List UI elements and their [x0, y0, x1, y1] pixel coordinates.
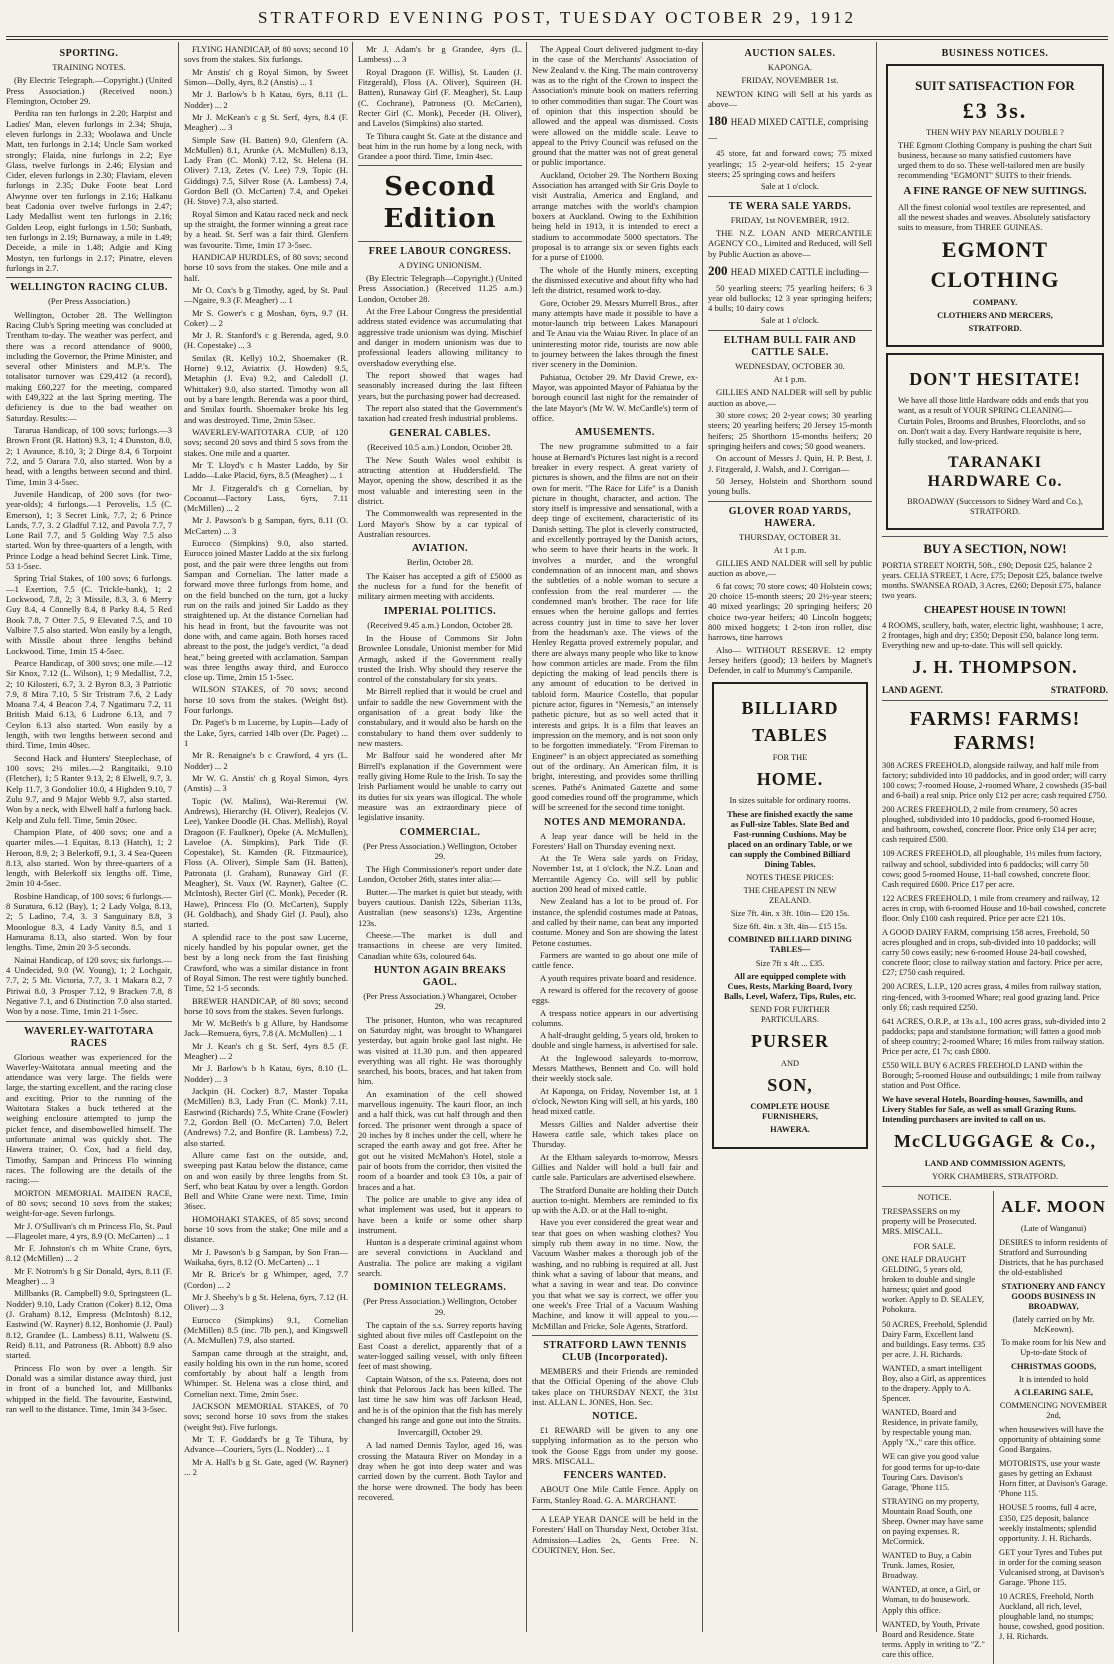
paragraph: Wellington, October 28. The Wellington Racing Club's Spring meeting was concluded at Trentham to-day. The weather was perfect, and there was a record attendance of 9000, including the Governor, the Prime Minister, and several other Ministers and M.P.'s. The totalisator turnover was £29,412 (a record), making £60,227 for the meeting, compared with £49,322 at the last Spring meeting. The deficiency is due to the bad weather on Saturday. Results:— [6, 309, 172, 423]
paragraph: Smilax (R. Kelly) 10.2, Shoemaker (R. Horne) 9.12, Aviatrix (J. Howden) 9.5, Metaphin (J. Eva) 9.2, and Caledoll (J. Whittaker) 9.0, also started. Timothy won all out by a bare length. Berenda was a poor third, and Smilax fourth. Shoemaker broke his leg and was destroyed. Time, 2min 53sec. [184, 352, 348, 425]
paragraph: Eurocco (Simpkins) 9.1, Cornelian (McMillen) 8.5 (inc. 7lb pen.), and Kingswell (A. McMullen) 7.9, also started. [184, 1314, 348, 1346]
advert-text: AND [780, 1058, 800, 1068]
paragraph: A splendid race to the post saw Lucerne, nicely handled by his popular owner, get the best by a long neck from the fast finishing Crawford, who was a similar distance in front of Royal Simon. The rest were tightly bunched. Time, 52 1-5 seconds. [184, 931, 348, 994]
advert-headline: FARMS! FARMS! FARMS! [909, 707, 1081, 754]
paragraph: New Zealand has a lot to be proud of. For instance, the splendid costumes made at Patoas, and called by their name, can beat any imported costume. Money and Son are showing the latest Petone costumes. [532, 896, 698, 948]
advert-price: £3 3s. [962, 97, 1028, 123]
paragraph: At the Inglewood saleyards to-morrow, Messrs Matthews, Bennett and Co. will hold their weekly stock sale. [532, 1052, 698, 1084]
paragraph: Juvenile Handicap, of 200 sovs (for two-year-olds); 4 furlongs.—1 Perovelis, 1.5 (C. Emerson), 1; 3 Secret Link, 7.7, 2; 6 Prince Lands, 7.7, 3. 2 Gladful 7.12, and Pavola 7.7, 7 Lone Rail 7.7, and 5 Golding Way 7.5 also started. Won by three-quarters of a length, with Prince Lodge a head behind Secret Link. Time, 53 1-5sec. [6, 488, 172, 572]
paragraph: Mr Anstis' ch g Royal Simon, by Sweet Simon—Dolly, 4yrs, 8.2 (Anstis) ... 1 [184, 66, 348, 87]
paragraph: Nainai Handicap, of 120 sovs; six furlongs.—4 Undecided, 9.0 (W. Young), 1; 2 Lochgair, 7.7, 2; 5 Mt. Victoria, 7.7, 3. 1 Makara 8.2, 7 Piriwai 8.0, 3 Prosper 7.12, 9 Bracken 7.8, 8 Negative 7.1, and 6 Distinction 7.0 also started. Won by a nose. Time, 1min 21 1-5sec. [6, 954, 173, 1017]
paragraph: WAVERLEY-WAITOTARA CUP, of 120 sovs; second 20 sovs and third 5 sovs from the stakes. One mile and a quarter. [184, 426, 348, 458]
paragraph: On account of Messrs J. Quin, H. P. Best, J. J. Fitzgerald, J. Walsh, and J. Corrigan— [708, 453, 872, 474]
alf-moon-advert [993, 1191, 1108, 1664]
advert-headline: BUY A SECTION, NOW! [923, 541, 1067, 557]
section-heading: DOMINION TELEGRAMS. [373, 1282, 507, 1294]
paragraph: Captain Watson, of the s.s. Pateena, does not think that Pelorous Jack has been killed. The last time he saw him was off Jackson Head, and he is of the opinion that the fish has merely changed his range and gone out into the Straits. [358, 1373, 522, 1425]
masthead: STRATFORD EVENING POST, TUESDAY OCTOBER 29, 1912 [257, 8, 856, 27]
advert-text: It is intended to hold [1018, 1374, 1089, 1384]
classified-notices [882, 1191, 987, 1664]
paragraph: Dr. Paget's b m Lucerne, by Lupin—Lady of the Lake, 5yrs, carried 14lb over (Dr. Paget) ... 1 [184, 717, 348, 748]
paragraph: Mr J. Fitzgerald's ch g Cornelian, by Cocoanut—Factory Lass, 6yrs, 7.11 (McMillen) ... 2 [184, 482, 348, 514]
section-subheading: (Received 10.5 a.m.) London, October 28. [367, 441, 513, 452]
paragraph: Mr J. Barlow's b h Katau, 6yrs, 8.11 (L. Nodder) ... 2 [184, 89, 348, 110]
paragraph: At the Free Labour Congress the presidential address stated evidence was accumulating that aggressive trade unionism was dying. Mischief and danger in modern unionism was due to professional leaders allowing militancy to overshadow everything else. [358, 306, 522, 368]
advert-text: We have several Hotels, Boarding-houses, Sawmills, and Livery Stables for Sale, as well as small Grazing Runs. Intending purchasers are invited to call on us. [882, 1095, 1083, 1125]
paragraph: Sampan came through at the straight, and, easily holding his own in the run home, scored comfortably by about half a length from Whimper. St. Helena was a close third, and Cornelian next. Time, 2min 5sec. [184, 1347, 348, 1399]
advert-text: 200 ACRES, L.I.P., 120 acres grass, 4 miles from railway station, ring-fenced, with 3-roomed Whare; real good grazing land. Price only £6; cash required £250. [882, 982, 1102, 1012]
paragraph: Pahiatua, October 29. Mr David Crewe, ex-Mayor, was appointed Mayor of Pahiatua by the borough council last night for the remainder of the late Mayor's (Mr W. W. McCardle's) term of office. [532, 371, 698, 423]
paragraph: Mr J. Pawson's b g Sampan, by Son Fran—Waikaha, 6yrs, 8.12 (O. McCarten) ... 1 [184, 1246, 348, 1267]
column-sporting [6, 44, 172, 1632]
dateline: FRIDAY, 1st NOVEMBER, 1912. [730, 214, 850, 225]
column-rule [702, 42, 703, 1632]
paragraph: £1 REWARD will be given to any one supplying information as to the person who took the Goose Eggs from under my goose. MRS. MISCALL. [532, 1425, 698, 1467]
column-rule [178, 42, 179, 1632]
notice-text: WANTED, Board and Residence, in private family, by respectable young man. Apply "X.," care this office. [882, 1408, 978, 1448]
paragraph: The report also stated that the Government's taxation had created fresh industrial problems. [358, 402, 522, 424]
advert-text: 308 ACRES FREEHOLD, alongside railway, and half mile from factory; subdivided into 10 paddocks, and in good order; will carry 100 cows; 7-roomed House, 2-roomed Whare, 2 cowsheds (35-bail and 6-bail) a real snip. Price only £12 per acre; cash required £750. [882, 760, 1108, 801]
paragraph: The police are unable to give any idea of what implement was used, but it appears to have been a knife or some other sharp instrument. [358, 1193, 522, 1235]
paragraph: The Appeal Court delivered judgment to-day in the case of the Merchants' Association of New Zealand v. the King. The main controversy was as to the right of the Crown to inspect the Association's minute book on matters referring to other commodities than sugar. The Court was of opinion that this inspection should be allowed and the appeal was dismissed. Costs were allowed on the middle scale. Leave to appeal to the Privy Council was refused on the ground that the matter was not of great general or public importance. [532, 44, 698, 168]
paragraph: Mr R. Brice's br g Whimper, aged, 7.7 (Cordon) ... 2 [184, 1269, 348, 1290]
sale-time: At 1 p.m. [773, 374, 807, 385]
advert-text: All are equipped complete with Cues, Rests, Marking Board, Ivory Balls, Level, Waferz, Tips, Rules, etc. [724, 971, 856, 1001]
section-heading: ELTHAM BULL FAIR AND CATTLE SALE. [723, 334, 857, 358]
paragraph: Also— WITHOUT RESERVE. 12 empty Jersey heifers (good); 13 heifers by Magnet's Defender, in calf to Mummy's Campanile. [708, 644, 872, 676]
advert-text: STATIONERY AND FANCY GOODS BUSINESS IN BROADWAY, [1001, 1281, 1106, 1312]
divider [882, 700, 1108, 701]
advertiser-name: EGMONT [941, 236, 1049, 262]
divider [358, 241, 522, 242]
paragraph: The Stratford Dunaite are holding their Dutch auction to-night. Members are reminded to fix up with the A.D. or at the Hall to-night. [532, 1184, 698, 1216]
sale-time: At 1 p.m. [773, 544, 807, 555]
section-heading: BUSINESS NOTICES. [941, 48, 1049, 59]
dateline: Invercargill, October 29. [397, 1427, 483, 1438]
divider [708, 330, 872, 331]
advertiser-name: CLOTHING [930, 267, 1060, 293]
paragraph: The captain of the s.s. Surrey reports having sighted about five miles off Castlepoint on the East Coast a derelict, apparently that of a water-logged sailing vessel, with only fifteen feet of mast showing. [358, 1320, 522, 1372]
notice-text: STRAYING on my property, Mountain Road South, one Sheep. Owner may have same on paying expenses. R. McCormick. [882, 1496, 984, 1547]
advert-text: CHRISTMAS GOODS, [1010, 1361, 1097, 1371]
paragraph: Cheese.—The market is dull and transactions in cheese are very limited. Canadian white 63s, coloured 64s. [358, 930, 522, 961]
paragraph: Mr F. Johnston's ch m White Crane, 6yrs, 8.12 (McMillen) ... 2 [6, 1243, 172, 1264]
paragraph: Mr T. Lloyd's c h Master Laddo, by Sir Laddo—Lake Placid, 6yrs, 8.5 (Meagher) ... 1 [184, 459, 348, 481]
notice-text: 50 ACRES, Freehold, Splendid Dairy Farm, Excellent land and buildings. Easy terms. £35 per acre. J. H. Richards. [882, 1319, 987, 1359]
paragraph: Mr S. Gower's c g Moshan, 6yrs, 9.7 (H. Coker) ... 2 [184, 307, 348, 328]
paragraph: Spring Trial Stakes, of 100 sovs; 6 furlongs.—1 Exertion, 7.5 (C. Trickle-bank), 1; 2 Lockwood, 7.8, 2; 3 Missile, 8.3, 3. 6 Merry Guy 8.4, 4 Connelly 8.4, 8 Parky 8.4, 5 Red Book 7.8, 7 Otter 7.5, 9 Elevated 7.5, and 10 Valbire 7.5 also started. Won easily by a length, with Missile about three lengths behind Lockwood. Time, 1min 15 4-5sec. [6, 573, 172, 656]
paragraph: MORTON MEMORIAL MAIDEN RACE, of 80 sovs; second 10 sovs from the stakes; weight-for-age. Seven furlongs. [6, 1187, 172, 1219]
paragraph: An examination of the cell showed marvellous ingenuity. The kauri floor, an inch and a half thick, was cut half through and then forced. The prisoner went through a space of 20 inches by 8 inches under the cell, where he scraped the earth away and got free. After he got out he visited McMahon's Hotel, stole a pair of boots from the corridor, then visited the room of a boarder and took £3 10s, a pair of braces and a hat. [358, 1088, 522, 1192]
paragraph: In the House of Commons Sir John Brownlee Lonsdale, Unionist member for Mid Armagh, asked if the Government really trusted the Irish. Why should they reserve the control of the constabulary for six years. [358, 632, 522, 685]
paragraph: Glorious weather was experienced for the Waverley-Waitotara annual meeting and the attendance was very large. The fields were large, the starting excellent, and the racing close and exciting. Prior to the running of the Waitotara Stakes a buck tethered at the weighing enclosure attempted to jump the picket fence, and disembowelled himself. The unfortunate animal was quickly shot. The Hawera trainer, O. Cox, had a field day, Timothy, Sampan and Princess Flo winning races. The following are the details of the racing:— [6, 1051, 172, 1186]
advert-text: STRATFORD. [1050, 685, 1108, 696]
divider [532, 1509, 698, 1510]
paragraph: Gore, October 29. Messrs Murrell Bros., after many attempts have made it possible to have a motor-launch trip between Lakes Manapouri and Te Anau via the Waiau River. In place of an uninteresting motor ride, tourists are now able to journey between the lakes through the finest river scenery in the Dominion. [532, 297, 698, 370]
section-subheading: (Per Press Association.) Wellington, October 29. [363, 840, 517, 861]
divider [882, 536, 1108, 537]
paragraph: The whole of the Huntly miners, excepting the dismissed executive and about fifty who had left the district, resumed work to-day. [532, 264, 698, 296]
advert-text: GET your Tyres and Tubes put in order for the coming season Vulcanised strong, at Davison's Garage. 'Phone 115. [999, 1547, 1105, 1587]
paragraph: BREWER HANDICAP, of 80 sovs; second horse 10 sovs from the stakes. Seven furlongs. [184, 995, 348, 1016]
lot-description: HEAD MIXED CATTLE, comprising— [708, 117, 869, 143]
notice-text: WE can give you good value for good terms for up-to-date Touring Cars. Davison's Garage, 'Phone 115. [882, 1452, 980, 1492]
section-heading: GENERAL CABLES. [389, 427, 491, 439]
advert-price: Size 7ft x 4ft ... £35. [755, 958, 825, 968]
section-subheading: A DYING UNIONISM. [398, 259, 482, 270]
paragraph: Simple Saw (H. Batten) 9.0, Glenfern (A. McMullen) 8.1, Arunke (A. McMullen) 8.13, Lady Fran (C. Monk) 7.12, St. Helena (H. Oliver) 7.13, Zetes (V. Lee) 7.9, Topic (H. Giddings) 7.5, Silver Rose (A. Lambess) 7.4, Gordon Bell (O. McCarten) 7.4, and Opekei (H. Stove) 7.3, also started. [184, 134, 348, 207]
section-heading: FREE LABOUR CONGRESS. [368, 245, 512, 257]
paragraph: The new programme submitted to a fair house at Bernard's Pictures last night is a record breaker in every respect. A great variety of pictures is shown, and the films are not on their own for merit. "The Race for Life" is a Danish picture in thought, character, and action. The story itself is impressive and sensational, with a deep tinge of excitement, characteristic of its Danish setting. The plot is cleverly constructed, and excellently portrayed by the Danish actors, who seem to have their hearts in the work. It involves a murder, and the wrongful condemnation of an innocent man, and shows the subtleties of a noble woman to secure a confession from the real murderer — the condemned man's brother. The race for life ensues when the heroine gallops and ferries across country just in time to save her lover from the headsman's axe. The views of the Henley Regatta proved extremely popular, and there are always many people who like to know how common articles are made. From the film depicting the making of lead pencils there is any amount of education to be derived in tabloid form. Maurice Costello, that popular picture actor, figures in "Nemesis," an intensely pathetic picture, but as so well acted that it interests and grips. It is a film that leaves an impression on the memory, and is not soon only to be forgotten immediately. "From Fireman to Engineer" is an object appreciated as something out of the ordinary. An American film, it is bright, interesting, and provides some thrilling scenes. Pathé's Animated Gazette and some good comedies round off the programme, which will be screened for the second time tonight. [532, 441, 698, 813]
paragraph: At the Eltham saleyards to-morrow, Messrs Gillies and Nalder will hold a bull fair and cattle sale. Particulars are advertised elsewhere. [532, 1151, 698, 1183]
divider [6, 1021, 172, 1022]
paragraph: (By Electric Telegraph.—Copyright.) (United Press Association.) (Received noon.) Flemington, October 29. [6, 75, 172, 106]
advert-text: LAND AGENT. [882, 685, 943, 696]
paragraph: Royal Simon and Katau raced neck and neck up the straight, the former winning a great race by a head. St. Serf was a fair third. Glenfern was favourite. Time, 1min 17 3-5sec. [184, 208, 348, 250]
advert-text: BROADWAY (Successors to Sidney Ward and Co.), STRATFORD. [907, 497, 1083, 517]
paragraph: Te Tihura caught St. Gate at the distance and beat him in the run home by a long neck, with Grandee a poor third. Time, 1min 4sec. [358, 130, 522, 162]
advert-text: THE CHEAPEST IN NEW ZEALAND. [743, 886, 837, 906]
stock-list: 30 store cows; 20 2-year cows; 30 yearling steers; 20 yearling heifers; 20 Jersey 15-month heifers; 25 Shorthorn 15-months heifers; 20 springing heifers and cows; 50 good weaners. [708, 410, 872, 451]
section-heading: NOTES AND MEMORANDA. [544, 816, 686, 828]
paragraph: A LEAP YEAR DANCE will be held in the Foresters' Hall on Thursday Next, October 31st. Admission—Ladies 2s, Gents Free. N. COURTNEY, Hon. Sec. [532, 1514, 698, 1555]
divider [358, 165, 522, 166]
advert-price: Size 7ft. 4in. x 3ft. 10in— £20 15s. [730, 909, 850, 919]
paragraph: Mr Birrell replied that it would be cruel and unfair to saddle the new Government with the organisation of a great body like the constabulary, and it would also be harsh on the constabulary to hand them over suddenly to new masters. [358, 686, 522, 748]
paragraph: Mr J. Adam's br g Grandee, 4yrs (L. Lambess) ... 3 [358, 44, 522, 65]
advert-text: 4 ROOMS, scullery, bath, water, electric light, washhouse; 1 acre, 2 frontages, high and dry; £350; Deposit £50, balance long term. Everything new and up-to-date. This will sell quickly. [882, 621, 1104, 651]
section-heading: AVIATION. [411, 543, 469, 555]
advert-text: COMBINED BILLIARD DINING TABLES— [728, 935, 852, 955]
advert-title: BILLIARD [741, 697, 839, 718]
section-heading: COMMERCIAL. [399, 826, 481, 838]
advert-text: A CLEARING SALE, [1014, 1387, 1093, 1397]
column-auction-sales [708, 44, 872, 1632]
section-subheading: (Per Press Association.) [48, 296, 130, 307]
dateline: WEDNESDAY, OCTOBER 30. [735, 360, 845, 371]
lot-count [708, 263, 872, 279]
divider [532, 1335, 698, 1336]
paragraph: JACKSON MEMORIAL STAKES, of 70 sovs; second horse 10 sovs from the stakes (weight 9st). Five furlongs. [184, 1401, 348, 1432]
paragraph: Millbanks (R. Campbell) 9.0, Springsteen (L. Nodder) 9.10, Lady Cratton (Coker) 8.12, Oma (J. Graham) 8.12, Empress (McIntosh) 8.12, Eastwind (W. Rayner) 8.12, Bonhomie (J. Paul) 8.12, Grandee (L. Lambess) 8.11, Walwetu (S. Reid) 8.11, and Patroness (R. Abbott) 8.9 also started. [6, 1288, 172, 1361]
lot-number: 180 [708, 113, 728, 129]
advert-text: when housewives will have the opportunity of obtaining some Good Bargains. [999, 1424, 1104, 1455]
notice-text: ONE HALF DRAUGHT GELDING, 5 years old, broken to double and single harness; quiet and good worker. Apply to D. SEALEY, Pohokura. [882, 1255, 984, 1315]
lot-count [708, 113, 872, 144]
section-heading: WAVERLEY-WAITOTARA RACES [24, 1025, 154, 1049]
notice-text: WANTED, a smart intelligent Boy, also a Girl, as apprentices to the drapery. Apply to A. Spencer. [882, 1363, 986, 1404]
section-heading: WELLINGTON RACING CLUB. [10, 282, 168, 294]
paragraph: Topic (W. Malins), Wai-Reremui (W. Andrews), Hierarchy (H. Oliver), Realejos (V. Lee), Yankee Doodle (H. Chas. Mellish), Royal Dragoon (F. Faulkner), Opeke (A. McMullen), Laveloe (A. Simpkins), Park Tide (F. Copestake), St. Kamden (R. Fitzmaurice), Floss (A. Oliver), Simple Sam (H. Batten), Patronata (J. Graham), Runaway Girl (F. Meagher), St. Vaux (W. Rayner), Galtee (C. McIntosh), Recter Girl (C. Monk), Peceder (R. Hawe), Princess Flo (O. McCarten), Supply (H. Goldbach), and Shady Girl (J. Paul), also started. [184, 795, 348, 930]
paragraph: GILLIES AND NALDER will sell by public auction as above,— [708, 558, 872, 579]
advert-text: THEN WHY PAY NEARLY DOUBLE ? [926, 127, 1064, 137]
notice-heading: NOTICE. [917, 1192, 952, 1203]
column-news [358, 44, 522, 1632]
advert-text: STRATFORD. [968, 323, 1022, 333]
paragraph: WILSON STAKES, of 70 sovs; second horse 10 sovs from the stakes. (Weight 8st). Four furlongs. [184, 684, 348, 716]
paragraph: Farmers are wanted to go about one mile of cattle fence. [532, 949, 698, 971]
advert-text: HAWERA. [770, 1125, 810, 1135]
sale-time: Sale at 1 o'clock. [760, 181, 820, 192]
advert-text: All the finest colonial wool textiles are represented, and all the newest shades and weaves. Absolutely satisfactory suits to measure, from THREE GUINEAS. [898, 202, 1091, 232]
column-rule [352, 42, 353, 1632]
paragraph: MEMBERS and their Friends are reminded that the Official Opening of the above Club takes place on THURSDAY NEXT, the 31st inst. ALLAN L. JONES, Hon. Sec. [532, 1365, 698, 1407]
divider [708, 501, 872, 502]
advertiser-name: ALF. MOON [1001, 1197, 1106, 1217]
paragraph: A trespass notice appears in our advertising columns. [532, 1007, 698, 1028]
advert-price: Size 6ft. 4in. x 3ft. 4in— £15 15s. [732, 922, 848, 932]
advert-text: PORTIA STREET NORTH, 50ft., £90; Deposit £25, balance 2 years. CELIA STREET, 1 Acre, £75; Deposit £25, balance twelve months. SWANSEA ROAD, 3 Acres, £260; Deposit £75, balance two years. [882, 560, 1103, 601]
dateline: FRIDAY, NOVEMBER 1st. [741, 75, 839, 86]
paragraph: The Kaiser has accepted a gift of £5000 as the nucleus for a fund for the benefit of military airmen meeting with accidents. [358, 570, 522, 602]
section-heading: IMPERIAL POLITICS. [383, 605, 497, 617]
paragraph: Mr W. McBeth's b g Allure, by Handsome Jack—Remuera, 6yrs, 7.8 (A. McMullen) ... 1 [184, 1018, 348, 1039]
paragraph: At Kaponga, on Friday, November 1st, at 1 o'clock, Newton King will sell, at his yards, 180 head mixed cattle. [532, 1085, 698, 1117]
paragraph: Champion Plate, of 400 sovs; one and a quarter miles.—1 Equitas, 8.13 (Hatch), 1; 2 Heroon, 8.9, 2; 3 Belerkoff, 9.1, 3. 4 Sea-Queen 8.13, also started. Won by three-quarters of a length, with Belerkoff six lengths off. Time, 2min 10 4-5sec. [6, 826, 172, 889]
paragraph: FLYING HANDICAP, of 80 sovs; second 10 sovs from the stakes. Six furlongs. [184, 44, 348, 65]
paragraph: HOMOHAKI STAKES, of 85 sovs; second horse 10 sovs from the stake; One mile and a distance. [184, 1213, 348, 1245]
advert-text: LAND AND COMMISSION AGENTS, [924, 1159, 1066, 1169]
advertiser-name: TARANAKI HARDWARE Co. [927, 453, 1063, 490]
column-rule [526, 42, 527, 1632]
advertiser-name: McCLUGGAGE & Co., [894, 1131, 1096, 1152]
advert-headline: SUIT SATISFACTION FOR [915, 78, 1075, 93]
paragraph: A youth requires private board and residence. [540, 972, 697, 983]
paragraph: At the Te Wera sale yards on Friday, November 1st, at 1 o'clock, the N.Z. Loan and Mercantile Agency Co. will sell by public auction 200 head of mixed cattle. [532, 853, 698, 895]
paragraph: ABOUT One Mile Cattle Fence. Apply on Farm, Stanley Road. G. A. MARCHANT. [532, 1484, 698, 1505]
section-subheading: (Per Press Association.) Wellington, October 29. [363, 1296, 517, 1317]
advertiser-name: SON, [767, 1074, 813, 1095]
paragraph: Mr O. Cox's b g Timothy, aged, by St. Paul—Ngaire, 9.3 (F. Meagher) ... 1 [184, 284, 348, 306]
advertiser-name: J. H. THOMPSON. [912, 657, 1078, 678]
paragraph: Jackpin (H. Cocker) 8.7, Master Topaka (McMillen) 8.3, Lady Fran (C. Monk) 7.11, Eastwind (Richards) 7.5, White Crane (Fowler) 7.2, Gordon Bell (O. McCarten) 7.0, Belert (Andrews) 7.2, and Bonfire (R. Lambess) 7.2, also started. [184, 1086, 348, 1148]
section-heading: FENCERS WANTED. [563, 1470, 667, 1482]
notice-text: WANTED, at once, a Girl, or Woman, to do housework. Apply this office. [882, 1585, 981, 1615]
notices-split [882, 1191, 1108, 1664]
section-subheading: TRAINING NOTES. [52, 62, 126, 72]
advert-text: MOTORISTS, use your waste gases by getting an Exhaust Horn fitter, at Davison's Garage. 'Phone 115. [999, 1459, 1108, 1499]
paragraph: A reward is offered for the recovery of goose eggs. [532, 984, 698, 1006]
section-subheading: (Received 9.45 a.m.) London, October 28. [367, 619, 513, 630]
advert-footer [882, 685, 1108, 696]
section-heading: NOTICE. [592, 1411, 638, 1423]
advert-text: 200 ACRES FREEHOLD, 2 mile from creamery, 50 acres ploughed, subdivided into 10 paddocks, good 6-roomed House, and bathroom, cowshed, concrete floor. Price only £14 per acre; cash required £500. [882, 805, 1097, 845]
paragraph: Princess Flo won by over a length. Sir Donald was a similar distance away third, just in front of a bunched lot, and Millbanks whipped in the field. The favourite, Eastwind, ran well to the distance. Time, 1min 34 3-5sec. [6, 1362, 172, 1414]
edition-banner: Second Edition [383, 172, 497, 234]
paragraph: NEWTON KING will Sell at his yards as above— [708, 88, 872, 109]
billiard-advert [712, 682, 868, 1149]
stock-list: 45 store, fat and forward cows; 75 mixed yearlings; 15 2-year-old heifers; 15 2-year steers; 25 springing cows and heifers [708, 148, 872, 180]
divider [708, 196, 872, 197]
advert-text: THE Egmont Clothing Company is pushing the chart Suit business, because so many satisfied customers have urged them to do so. These well-tailored men are busily recommending "EGMONT" SUITS to their friends. [898, 141, 1093, 181]
column-telegrams-notes [532, 44, 698, 1632]
advert-text: COMPANY. [972, 297, 1018, 307]
advert-text: To make room for his New and Up-to-date Stock of [1001, 1338, 1106, 1358]
paragraph: THE N.Z. LOAN AND MERCANTILE AGENCY CO., Limited and Reduced, will Sell by Public Auction as above— [708, 228, 872, 259]
paragraph: Royal Dragoon (F. Willis), St. Lauden (J. Fitzgerald), Floss (A. Oliver), Squireen (H. Batten), Runaway Girl (F. Meagher), St. Laup (C. Cochrane), Patroness (O. McCarten), Recter Girl (C. Monk), Peceder (H. Oliver), and Lavelos (Simpkins) also started. [358, 66, 522, 129]
stock-list: 50 yearling steers; 75 yearling heifers; 6 3 year old bullocks; 12 3 year springing heifers; 4 bulls; 10 dairy cows [708, 282, 872, 314]
paragraph: The New South Wales wool exhibit is attracting attention at Huddersfield. The Mayor, opening the show, described it as the most valuable and interesting seen in the district. [358, 454, 522, 507]
paragraph: Second Hack and Hunters' Steeplechase, of 100 sovs; 2½ miles.—2 Rangitaiki, 9.10 (Fletcher), 1; 5 Ranter 9.13, 2; 8 Elwell, 9.7, 3. Kelp 11.7, 3 Gondolier 10.0, 4 Highden 9.10, 7 Zulu 9.7, and 9 Major Webb 9.7, also started. Won by a neck, with Elwell half a furlong back. Kelp and Zulu fell. Time, 5min 20sec. [6, 752, 172, 825]
notice-text: TRESPASSERS on my property will be Prosecuted. MRS. MISCALL. [882, 1206, 977, 1236]
advert-headline: CHEAPEST HOUSE IN TOWN! [924, 605, 1066, 617]
paragraph: Have you ever considered the great wear and tear that goes on when washing clothes? You simply rub them away in no time. Now, the Vacuum Washer makes a thorough job of the washing, and no rubbing is required at all. Just think what a saving of labour that means, and what a saving in wear and tear. Do convince you that what we say is correct, we offer you one week's Free Trial of a Vacuum Washing Machine, and know it will appeal to you.—McMillan and Fricke, Sole Agents, Stratford. [532, 1217, 698, 1331]
paragraph: Tararua Handicap, of 100 sovs; furlongs.—3 Brown Front (R. Hatton) 9.3, 1; 4 Dunston, 8.0, 2; 1 Avaunce, 8.10, 3; 2 Dirge 8.4, 6 Torpoint 7.2, and 5 Oarara 7.0, also started. Won by a head, with a lengths between second and third. Time, 1min 3 4-5sec. [6, 425, 172, 487]
advert-text: DESIRES to inform residents of Stratford and Surrounding Districts, that he has purchased the old-established [999, 1237, 1108, 1277]
advert-text: NOTES THESE PRICES: [746, 873, 834, 882]
column-racing-results [184, 44, 348, 1632]
column-rule [876, 42, 877, 1632]
paragraph: Auckland, October 29. The Northern Boxing Association has arranged with Sir Gris Doyle to visit Australia, America and England, and arrange matches with the world's champion boxers at Auckland. Owing to the Exhibition being held in 1913, it is intended to erect a stadium to accommodate 5000 spectators. The proposal is to arrange six or seven fights each for a purse of £1000. [532, 169, 698, 263]
section-subheading: KAPONGA. [767, 62, 813, 72]
paragraph: The prisoner, Hunton, who was recaptured on Saturday night, was brought to Whangarei yesterday, but again broke gaol last night. He was visited at 11.30 p.m. and then appeared everything was all right. He was thoroughly searched, his boots, braces, and hat taken from him. [358, 1014, 522, 1087]
paragraph: A half-draught gelding, 5 years old, broken to double and single harness, is advertised for sale. [532, 1030, 698, 1051]
paragraph: Pearce Handicap, of 300 sovs; one mile.—12 Sir Knox, 7.12 (L. Wilson), 1; 9 Medallist, 7.2, 2; 10 Kilosteri, 6.7, 3. 2 Byron 8.3, 3 Patriotic 7.9, 8 Mira 7.10, 5 Sir Tristram 7.6, 2 Lady Moana 7.4, 4 Beacon 7.4, 7 Ngatimaru 7.2, 11 British Maid 6.13, 6 Ludrone 6.13, and 7 Ceylon 6.13 also started. Won easily by a length, with two lengths between second and third. Time, 1min 40sec. [6, 657, 172, 751]
sale-time: Sale at 1 o'clock. [760, 315, 820, 326]
section-subheading: (Per Press Association.) Whangarei, October 29. [363, 990, 517, 1012]
notice-text: WANTED, by Youth, Private Board and Residence. State terms. Apply in writing to "Z." care this office. [882, 1619, 985, 1659]
dateline: THURSDAY, OCTOBER 31. [738, 531, 842, 542]
section-heading: HUNTON AGAIN BREAKS GAOL. [373, 964, 507, 988]
section-subheading: Berlin, October 28. [406, 557, 474, 568]
advert-headline: DON'T HESITATE! [909, 368, 1081, 389]
advert-text: COMMENCING NOVEMBER 2nd, [999, 1400, 1108, 1420]
paragraph: Mr T. F. Goddard's br g Te Tihura, by Advance—Couriers, 5yrs (L. Nodder) ... 1 [184, 1434, 348, 1455]
paragraph: Mr A. Hall's b g St. Gate, aged (W. Rayner) ... 2 [184, 1456, 348, 1477]
advert-text: COMPLETE HOUSE FURNISHERS, [750, 1102, 830, 1122]
paragraph: Perdita ran ten furlongs in 2.20; Harpist and Ladies' Man, eleven furlongs in 2.34; Shuja, eleven furlongs in 2.33; Woolawa and Uncle Matt, ten furlongs in 2.14; Uncle Sam worked strongly; Flaida, nine furlongs in 2.2; Eye Glass, twelve furlongs in 2.46; Elysian and Cider, eleven furlongs in 2.30; Flaviam, eleven furlongs in 2.35; Duke Foote beat Lord Alwynne over ten furlongs in 2.16; Halkanu beat Cadonia over twelve furlongs in 2.47; Lady Medallist went ten furlongs in 2.16; Golden Leop, eight furlongs in 1.50; Sunbath, ten furlongs in 2.19; Burnaway, a mile in 1.49; Deceide, a mile in 1.48; Adgie and King Mostyn, ten furlongs in 2.17; Pinatre, eleven furlongs in 2.7. [6, 108, 172, 273]
section-heading: AUCTION SALES. [744, 48, 836, 59]
paragraph: Butter.—The market is quiet but steady, with buyers cautious. Danish 122s, Siberian 113s, Australian (new seasons's) 123s, Argentine 123s. [358, 886, 522, 928]
notice-text: WANTED to Buy, a Cabin Trunk. James, Rosier, Broadway. [882, 1551, 972, 1581]
advert-text: FOR THE [772, 752, 808, 762]
paragraph: The High Commissioner's report under date London, October 26th, states inter alia:— [358, 864, 522, 885]
stock-list: 6 fat cows; 70 store cows; 40 Holstein cows; 20 choice 15-month steers; 20 2½-year steers; 40 mixed yearlings; 20 springing heifers; 20 choice two-year heifers; 40 Lincoln hoggets; 800 mixed hoggets; 1 2-ton iron roller, disc harrows, tine harrows [708, 580, 872, 643]
paragraph: A leap year dance will be held in the Foresters' Hall on Thursday evening next. [532, 830, 698, 851]
paragraph: Mr J. Sheehy's b g St. Helena, 6yrs, 7.12 (H. Oliver) ... 3 [184, 1291, 348, 1313]
advert-text: CLOTHIERS AND MERCERS, [937, 310, 1053, 320]
paragraph: Mr R. Renaigne's b c Crawford, 4 yrs (L. Nodder) ... 2 [184, 750, 348, 771]
paragraph: Allure came fast on the outside, and, sweeping past Katau below the distance, came on and won easily by three lengths from St. Serf, who beat Katau by over a length. Gordon Bell and White Crane were next. Time, 1min 36sec. [184, 1149, 348, 1212]
paragraph: Mr J. Kean's ch g St. Serf, 4yrs 8.5 (F. Meagher) ... 2 [184, 1040, 348, 1062]
paragraph: Eurocco (Simpkins) 9.0, also started. Eurocco joined Master Laddo at the six furlong post, and the pair were three lengths out from Sampan and Cornelian. The latter made a forward move three furlongs from home, and on the field bunched on the turn, got a lucky run on the rails and joined Sir Laddo as they straightened up. At the distance Cornelian had his head in front, but the favourite was not done with, and came again. Both horses raced abreast to the post, the judge's verdict, "a dead heat," being greeted with acclamation. Sampan was three lengths away third, and Eurocco close up. Time, 2min 15 1-5sec. [184, 538, 348, 683]
advert-title: TABLES [752, 725, 828, 746]
advert-text: A GOOD DAIRY FARM, comprising 158 acres, Freehold, 50 acres ploughed and in crops, sub-divided into 10 paddocks; will carry 50 cows easily; new 6-roomed House 24-bail cowshed, concrete floor; close to railway station and factory. Price per acre, £27; £750 cash required. [882, 928, 1103, 978]
paragraph: (By Electric Telegraph—Copyright.) (United Press Association.) (Received 11.25 a.m.) London, October 28. [358, 273, 522, 304]
advert-title: HOME. [756, 768, 824, 789]
paragraph: Messrs Gillies and Nalder advertise their Hawera cattle sale, which takes place on Thursday. [532, 1118, 698, 1150]
paragraph: Mr J. McKean's c g St. Serf, 4yrs, 8.4 (F. Meagher) ... 3 [184, 111, 348, 133]
paragraph: HANDICAP HURDLES, of 80 sovs; second horse 10 sovs from the stakes. One mile and a half. [184, 251, 348, 283]
divider [882, 1186, 1108, 1187]
lot-description: HEAD MIXED CATTLE including— [730, 266, 869, 277]
egmont-clothing-advert [886, 64, 1104, 347]
lot-number: 200 [708, 262, 728, 278]
advert-text: 109 ACRES FREEHOLD, all ploughable, 1½ miles from factory, railway and school, subdivided into 6 paddocks; will carry 50 cows; good 5-roomed House, 11-bail cowshed, concrete floor. Cash required £600. Price £17 per acre. [882, 849, 1102, 889]
paragraph: Mr J. Barlow's b h Katau, 6yrs, 8.10 (L. Nodder) ... 3 [184, 1063, 348, 1084]
paragraph: Mr J. Pawson's b g Sampan, 6yrs, 8.11 (O. McCarten) ... 3 [184, 515, 348, 536]
paragraph: Mr J. O'Sullivan's ch m Princess Flo, St. Paul—Flageolet mare, 4 yrs, 8.9 (O. McCarten) ... 1 [6, 1220, 172, 1241]
advert-text: SEND FOR FURTHER PARTICULARS. [749, 1004, 830, 1024]
advert-text: These are finished exactly the same as Full-size Tables. Slate Bed and Fast-running Cushions. May be placed on an ordinary Table, or we can supply the Combined Billiard Dining Tables. [727, 809, 853, 869]
notice-heading: FOR SALE. [913, 1240, 956, 1251]
section-heading: SPORTING. [59, 48, 119, 59]
advert-text: (Late of Wanganui) [1020, 1223, 1087, 1233]
paragraph: The Commonwealth was represented in the Lord Mayor's Show by a car typical of Australian resources. [358, 508, 522, 539]
taranaki-hardware-advert [886, 353, 1104, 531]
advert-text: 10 ACRES, Freehold, North Auckland, all rich, level, ploughable land, no stumps; house, cowshed, good position. J. H. Richards. [999, 1592, 1105, 1642]
advert-text: 641 ACRES, O.R.P., at 13s a.l., 100 acres grass, sub-divided into 2 paddocks; papa and standstone formation; will fatten a good mob of sheep country; 2-roomed Whare; 16 miles from railway station. Price per acre, £1 7s; cash £800. [882, 1016, 1106, 1056]
masthead-rule-top [6, 36, 1108, 37]
paragraph: Mr Balfour said he wondered after Mr Birrell's explanation if the Government were really giving Home Rule to the Irish. To say the Irish Parliament would be unable to carry out its duties for six years was illogical. The whole measure was an extraordinary piece of legislative insanity. [358, 750, 522, 823]
paragraph: A lad named Dennis Taylor, aged 16, was crossing the Mataura River on Monday in a dray when he got into deep water and was carried down by the current. Both Taylor and the horse were drowned. The body has been recovered. [358, 1440, 522, 1502]
paragraph: Hunton is a desperate criminal against whom are several convictions in Auckland and Australia. The police are making a vigilant search. [358, 1237, 522, 1279]
paragraph: Mr W. G. Anstis' ch g Royal Simon, 4yrs (Anstis) ... 3 [184, 772, 348, 794]
paragraph: Mr F. Notrom's b g Sir Donald, 4yrs, 8.11 (F. Meagher) ... 3 [6, 1265, 172, 1287]
advert-text: (lately carried on by Mr. McKeown). [1012, 1315, 1095, 1335]
paragraph: GILLIES AND NALDER will sell by public auction as above,— [708, 387, 872, 408]
masthead-rule-bottom [6, 39, 1108, 40]
paragraph: The report showed that wages had seasonably increased during the last fifteen years, but the purchasing power had decreased. [358, 369, 522, 401]
paragraph: Mr J. R. Stanford's c g Berenda, aged, 9.0 (H. Copestake) ... 3 [184, 330, 348, 351]
advert-text: £550 WILL BUY 6 ACRES FREEHOLD LAND within the Borough; 5-roomed House and outbuildings; 1 mile from railway station and Post Office. [882, 1060, 1102, 1091]
column-business-notices [882, 44, 1108, 1659]
advert-headline: A FINE RANGE OF NEW SUITINGS. [903, 185, 1087, 198]
divider [6, 277, 172, 278]
advert-text: HOUSE 5 rooms, full 4 acre, £350, £25 deposit, balance weekly instalments; splendid opportunity. J. H. Richards. [999, 1503, 1097, 1543]
section-heading: GLOVER ROAD YARDS, HAWERA. [728, 505, 852, 529]
advert-text: We have all those little Hardware odds and ends that you want, as a result of YOUR SPRING CLEANING—Curtain Poles, Brooms and Brushes, Floorcloths, and so on. Don't wait a day. Every Hardware requisite is here, fully stocked, and low-priced. [898, 396, 1089, 446]
advert-text: In sizes suitable for ordinary rooms. [729, 796, 851, 806]
advert-text: YORK CHAMBERS, STRATFORD. [931, 1172, 1059, 1182]
section-heading: TE WERA SALE YARDS. [728, 200, 852, 212]
section-heading: STRATFORD LAWN TENNIS CLUB (Incorporated). [543, 1339, 687, 1363]
section-heading: AMUSEMENTS. [575, 427, 655, 439]
stock-list: 50 Jersey, Holstein and Shorthorn sound young bulls. [708, 475, 872, 497]
paragraph: Rosbine Handicap, of 100 sovs; 6 furlongs.—8 Suratura, 6.12 (Bay), 1; 2 Lady Volga, 8.13, 2; 5 Ladino, 7.4, 3. 3 Sanguinary 8.8, 3 Moonlogue 8.3, 4 Lady Vanity 8.5, and 1 Hamurama 8.13, also started. Won by four lengths. Time, 2min 20 3-5 seconds. [6, 890, 172, 953]
advert-text: 122 ACRES FREEHOLD, 1 mile from creamery and railway, 12 acres in crop, with 6-roomed House and 10-bail cowshed, concrete floor. Only £100 cash required. Price per acre £21 10s. [882, 893, 1106, 923]
advertiser-name: PURSER [750, 1031, 829, 1052]
